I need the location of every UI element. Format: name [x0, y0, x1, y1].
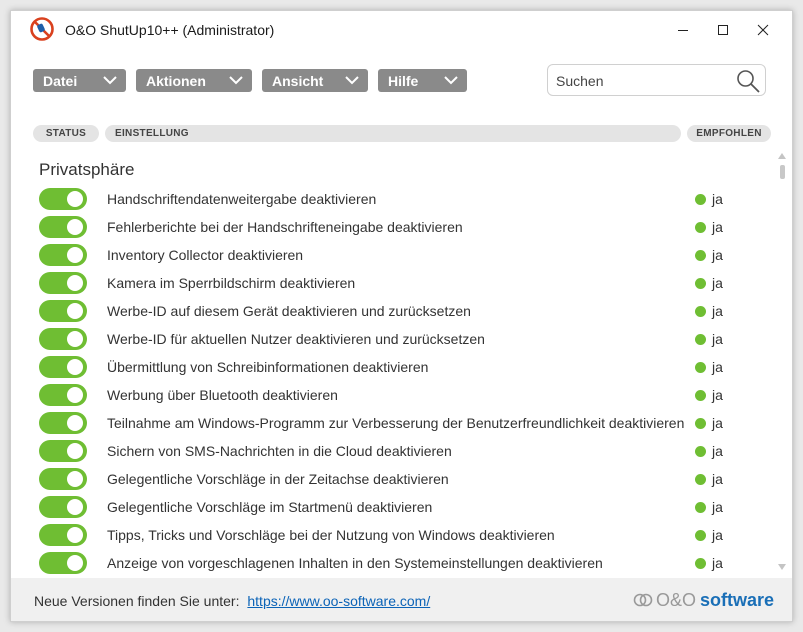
- recommended-dot-icon: [695, 474, 706, 485]
- recommended-value: ja: [712, 303, 723, 319]
- chevron-down-icon: [103, 75, 117, 85]
- maximize-button[interactable]: [703, 15, 743, 45]
- setting-row[interactable]: [11, 213, 771, 241]
- setting-toggle[interactable]: [39, 272, 87, 294]
- setting-row[interactable]: [11, 521, 771, 549]
- column-header-setting[interactable]: EINSTELLUNG: [105, 125, 681, 142]
- recommended-value: ja: [712, 471, 723, 487]
- recommended-value: ja: [712, 275, 723, 291]
- toggle-knob: [67, 415, 83, 431]
- setting-toggle[interactable]: [39, 412, 87, 434]
- menu-label: Datei: [43, 72, 78, 89]
- toggle-knob: [67, 359, 83, 375]
- recommended-value: ja: [712, 415, 723, 431]
- setting-label: Werbe-ID auf diesem Gerät deaktivieren und zurücksetzen: [107, 303, 471, 319]
- setting-label: Anzeige von vorgeschlagenen Inhalten in den Systemeinstellungen deaktivieren: [107, 555, 603, 571]
- setting-toggle[interactable]: [39, 552, 87, 574]
- setting-toggle[interactable]: [39, 356, 87, 378]
- recommended-value: ja: [712, 387, 723, 403]
- setting-label: Gelegentliche Vorschläge im Startmenü deaktivieren: [107, 499, 433, 515]
- setting-row[interactable]: [11, 437, 771, 465]
- chevron-down-icon: [229, 75, 243, 85]
- scroll-up-arrow-icon[interactable]: [777, 152, 787, 160]
- brand-oo: O&O: [656, 589, 697, 610]
- setting-label: Sichern von SMS-Nachrichten in die Cloud deaktivieren: [107, 443, 452, 459]
- recommended-value: ja: [712, 499, 723, 515]
- recommended-value: ja: [712, 247, 723, 263]
- toggle-knob: [67, 275, 83, 291]
- recommended-value: ja: [712, 555, 723, 571]
- toggle-knob: [67, 387, 83, 403]
- setting-row[interactable]: [11, 353, 771, 381]
- menu-label: Ansicht: [272, 72, 324, 89]
- setting-row[interactable]: [11, 297, 771, 325]
- setting-toggle[interactable]: [39, 524, 87, 546]
- setting-row[interactable]: [11, 325, 771, 353]
- website-link[interactable]: https://www.oo-software.com/: [247, 593, 431, 609]
- title-bar: [11, 11, 792, 49]
- close-button[interactable]: [743, 15, 783, 45]
- toggle-knob: [67, 219, 83, 235]
- recommended-dot-icon: [695, 334, 706, 345]
- setting-label: Gelegentliche Vorschläge in der Zeitachse deaktivieren: [107, 471, 449, 487]
- setting-label: Teilnahme am Windows-Programm zur Verbesserung der Benutzerfreundlichkeit deaktivieren: [107, 415, 685, 431]
- setting-toggle[interactable]: [39, 188, 87, 210]
- toggle-knob: [67, 443, 83, 459]
- minimize-icon: [677, 24, 689, 36]
- brand-logo: [633, 589, 774, 611]
- setting-row[interactable]: [11, 549, 771, 577]
- recommended-dot-icon: [695, 278, 706, 289]
- column-header-recommended[interactable]: EMPFOHLEN: [687, 125, 771, 142]
- chevron-down-icon: [345, 75, 359, 85]
- footer: [11, 578, 792, 622]
- footer-label: Neue Versionen finden Sie unter:: [34, 593, 240, 609]
- setting-row[interactable]: [11, 493, 771, 521]
- setting-label: Werbe-ID für aktuellen Nutzer deaktivieren und zurücksetzen: [107, 331, 485, 347]
- recommended-dot-icon: [695, 250, 706, 261]
- setting-toggle[interactable]: [39, 300, 87, 322]
- toggle-knob: [67, 247, 83, 263]
- app-icon: [30, 17, 54, 41]
- recommended-dot-icon: [695, 362, 706, 373]
- recommended-value: ja: [712, 359, 723, 375]
- settings-list: [11, 185, 771, 577]
- menu-ansicht[interactable]: [262, 69, 368, 92]
- menu-hilfe[interactable]: [378, 69, 467, 92]
- setting-row[interactable]: [11, 465, 771, 493]
- setting-toggle[interactable]: [39, 216, 87, 238]
- setting-label: Fehlerberichte bei der Handschrifteneingabe deaktivieren: [107, 219, 463, 235]
- footer-text: [34, 593, 430, 609]
- search-icon[interactable]: [735, 68, 761, 94]
- recommended-dot-icon: [695, 222, 706, 233]
- recommended-dot-icon: [695, 306, 706, 317]
- setting-label: Tipps, Tricks und Vorschläge bei der Nutzung von Windows deaktivieren: [107, 527, 555, 543]
- setting-toggle[interactable]: [39, 384, 87, 406]
- toggle-knob: [67, 555, 83, 571]
- menu-label: Aktionen: [146, 72, 206, 89]
- search-input[interactable]: [556, 71, 726, 91]
- setting-row[interactable]: [11, 409, 771, 437]
- setting-toggle[interactable]: [39, 468, 87, 490]
- toggle-knob: [67, 499, 83, 515]
- minimize-button[interactable]: [663, 15, 703, 45]
- setting-label: Übermittlung von Schreibinformationen deaktivieren: [107, 359, 429, 375]
- setting-row[interactable]: [11, 185, 771, 213]
- setting-label: Inventory Collector deaktivieren: [107, 247, 304, 263]
- toggle-knob: [67, 527, 83, 543]
- window-title: O&O ShutUp10++ (Administrator): [65, 22, 275, 38]
- recommended-value: ja: [712, 331, 723, 347]
- search-box: [547, 64, 766, 96]
- toggle-knob: [67, 303, 83, 319]
- recommended-dot-icon: [695, 390, 706, 401]
- setting-row[interactable]: [11, 381, 771, 409]
- maximize-icon: [717, 24, 729, 36]
- recommended-value: ja: [712, 191, 723, 207]
- recommended-dot-icon: [695, 530, 706, 541]
- recommended-value: ja: [712, 219, 723, 235]
- setting-label: Werbung über Bluetooth deaktivieren: [107, 387, 338, 403]
- scrollbar-thumb[interactable]: [780, 165, 785, 179]
- recommended-value: ja: [712, 527, 723, 543]
- setting-row[interactable]: [11, 269, 771, 297]
- recommended-dot-icon: [695, 446, 706, 457]
- setting-label: Handschriftendatenweitergabe deaktivieren: [107, 191, 377, 207]
- setting-toggle[interactable]: [39, 440, 87, 462]
- toggle-knob: [67, 191, 83, 207]
- setting-toggle[interactable]: [39, 328, 87, 350]
- toggle-knob: [67, 331, 83, 347]
- chevron-down-icon: [444, 75, 458, 85]
- recommended-dot-icon: [695, 418, 706, 429]
- recommended-dot-icon: [695, 194, 706, 205]
- scroll-down-arrow-icon[interactable]: [777, 563, 787, 571]
- menu-label: Hilfe: [388, 72, 419, 89]
- setting-label: Kamera im Sperrbildschirm deaktivieren: [107, 275, 356, 291]
- column-header-status[interactable]: STATUS: [33, 125, 99, 142]
- setting-toggle[interactable]: [39, 244, 87, 266]
- setting-toggle[interactable]: [39, 496, 87, 518]
- section-title: Privatsphäre: [39, 160, 135, 179]
- close-icon: [757, 24, 769, 36]
- recommended-dot-icon: [695, 558, 706, 569]
- setting-row[interactable]: [11, 241, 771, 269]
- recommended-dot-icon: [695, 502, 706, 513]
- oo-logo-icon: [633, 592, 653, 608]
- menu-aktionen[interactable]: [136, 69, 252, 92]
- app-window: [10, 10, 793, 622]
- brand-software: software: [700, 589, 775, 610]
- recommended-value: ja: [712, 443, 723, 459]
- menu-datei[interactable]: [33, 69, 126, 92]
- toggle-knob: [67, 471, 83, 487]
